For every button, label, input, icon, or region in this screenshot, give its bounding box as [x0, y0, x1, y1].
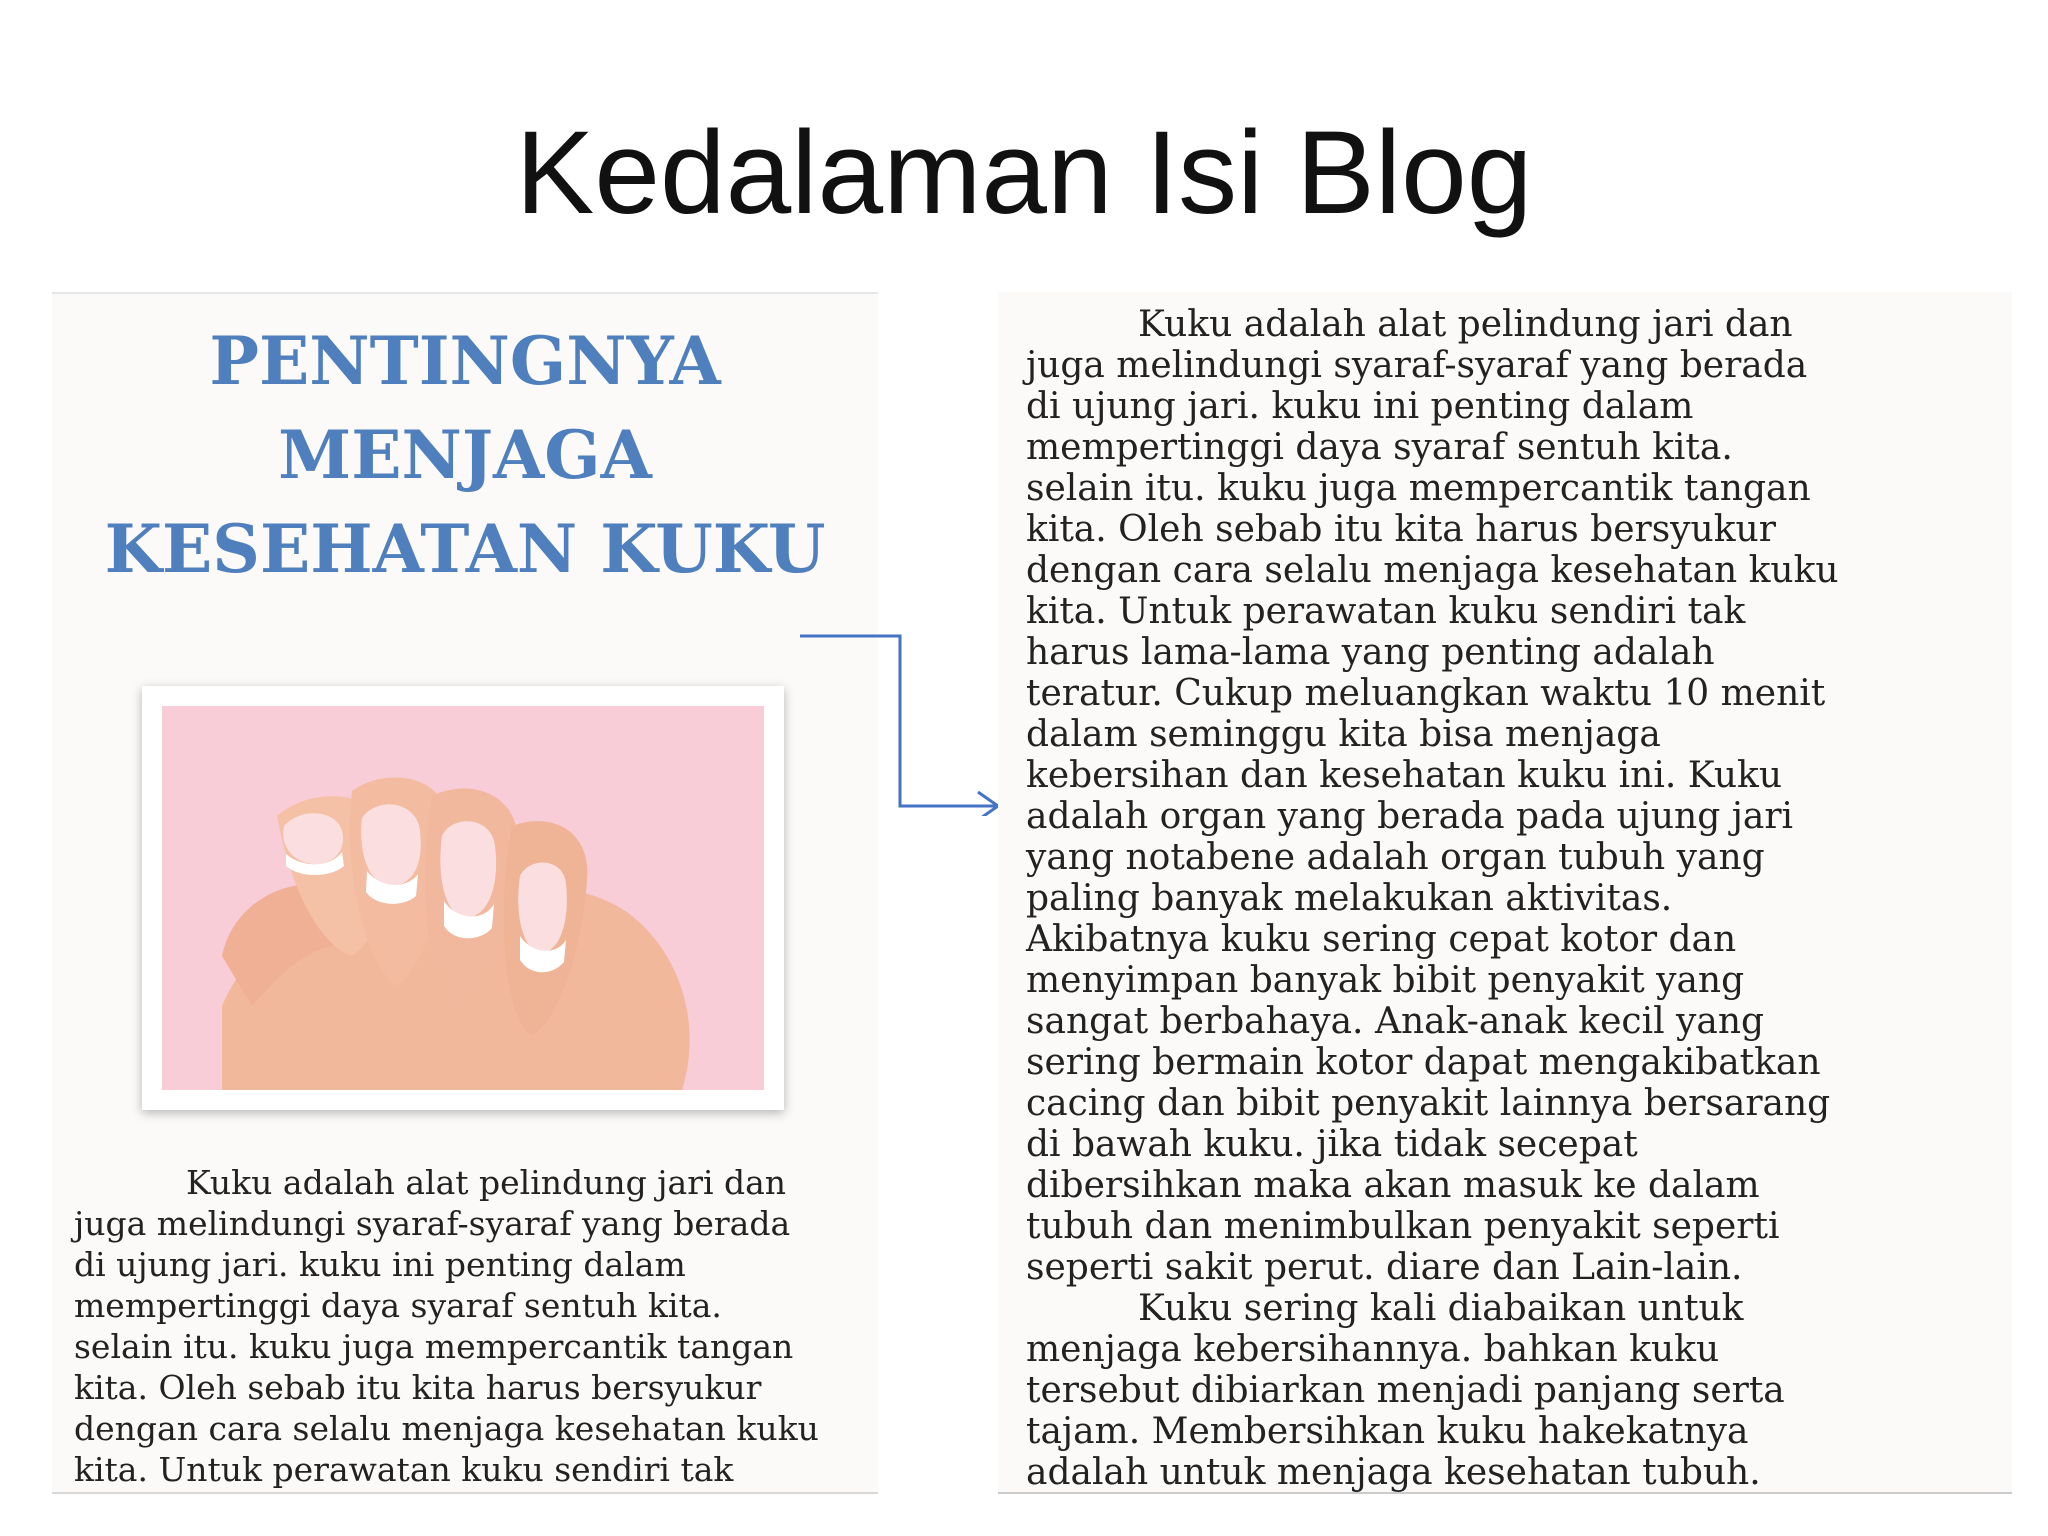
text-line: di ujung jari. kuku ini penting dalam: [1026, 386, 1694, 427]
text-line: di ujung jari. kuku ini penting dalam: [74, 1245, 686, 1284]
manicured-hand-illustration: [162, 706, 764, 1090]
text-line: menjaga kebersihannya. bahkan kuku: [1026, 1329, 1720, 1370]
nail-photo-frame: [142, 686, 784, 1110]
text-line: dengan cara selalu menjaga kesehatan kuku: [1026, 550, 1839, 591]
blog-heading-line: PENTINGNYA: [209, 322, 721, 400]
text-line: mempertinggi daya syaraf sentuh kita.: [74, 1286, 722, 1325]
text-line: cacing dan bibit penyakit lainnya bersarang: [1026, 1083, 1831, 1124]
text-line: sangat berbahaya. Anak-anak kecil yang: [1026, 1001, 1765, 1042]
blog-heading-line: KESEHATAN KUKU: [104, 510, 826, 588]
text-line: harus lama-lama yang penting adalah: [1026, 632, 1715, 673]
text-line: juga melindungi syaraf-syaraf yang berada: [1026, 345, 1808, 386]
blog-preview-panel: [52, 292, 878, 1494]
text-line: adalah organ yang berada pada ujung jari: [1026, 796, 1794, 837]
text-line: juga melindungi syaraf-syaraf yang berada: [74, 1204, 791, 1243]
blog-heading-line: MENJAGA: [278, 416, 652, 494]
text-line: adalah untuk menjaga kesehatan tubuh.: [1026, 1452, 1761, 1493]
text-line: kita. Untuk perawatan kuku sendiri tak: [1026, 591, 1746, 632]
text-line: kebersihan dan kesehatan kuku ini. Kuku: [1026, 755, 1783, 796]
nail-photo: [162, 706, 764, 1090]
text-line: tersebut dibiarkan menjadi panjang serta: [1026, 1370, 1785, 1411]
text-line: yang notabene adalah organ tubuh yang: [1026, 837, 1765, 878]
text-line: paling banyak melakukan aktivitas.: [1026, 878, 1673, 919]
text-line: sering bermain kotor dapat mengakibatkan: [1026, 1042, 1821, 1083]
blog-body-text-zoomed: [1026, 304, 2006, 1493]
text-line: kita. Oleh sebab itu kita harus bersyukur: [1026, 509, 1776, 550]
text-line: tajam. Membersihkan kuku hakekatnya: [1026, 1411, 1749, 1452]
text-line: dalam seminggu kita bisa menjaga: [1026, 714, 1661, 755]
text-line: Kuku adalah alat pelindung jari dan: [1138, 304, 1793, 345]
arrow-right-icon: [800, 626, 1010, 816]
text-line: Kuku adalah alat pelindung jari dan: [186, 1163, 787, 1202]
text-line: teratur. Cukup meluangkan waktu 10 menit: [1026, 673, 1826, 714]
blog-text-zoom-panel: [998, 292, 2012, 1494]
text-line: selain itu. kuku juga mempercantik tangan: [74, 1327, 794, 1366]
slide-title: Kedalaman Isi Blog: [515, 107, 1533, 239]
text-line: di bawah kuku. jika tidak secepat: [1026, 1124, 1638, 1165]
text-line: kita. Oleh sebab itu kita harus bersyukur: [74, 1368, 762, 1407]
text-line: Kuku sering kali diabaikan untuk: [1138, 1288, 1744, 1329]
text-line: mempertinggi daya syaraf sentuh kita.: [1026, 427, 1733, 468]
text-line: tubuh dan menimbulkan penyakit seperti: [1026, 1206, 1780, 1247]
text-line: menyimpan banyak bibit penyakit yang: [1026, 960, 1745, 1001]
blog-body-text: [74, 1162, 874, 1490]
text-line: Akibatnya kuku sering cepat kotor dan: [1026, 919, 1737, 960]
text-line: kita. Untuk perawatan kuku sendiri tak: [74, 1450, 734, 1489]
text-line: seperti sakit perut. diare dan Lain-lain.: [1026, 1247, 1743, 1288]
text-line: selain itu. kuku juga mempercantik tangan: [1026, 468, 1811, 509]
text-line: dibersihkan maka akan masuk ke dalam: [1026, 1165, 1760, 1206]
blog-heading: [52, 314, 878, 596]
text-line: dengan cara selalu menjaga kesehatan kuku: [74, 1409, 819, 1448]
